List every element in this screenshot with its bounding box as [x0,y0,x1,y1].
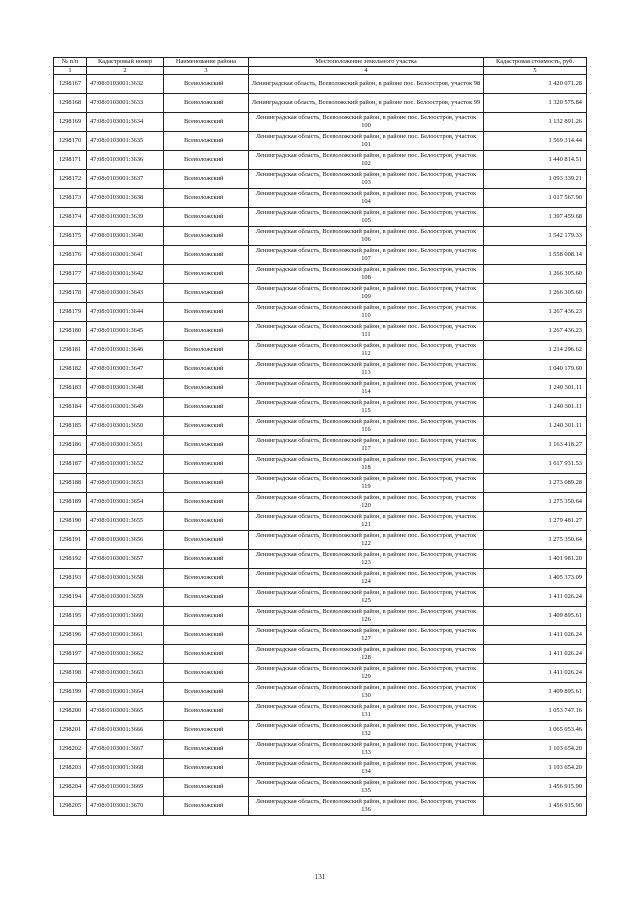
cadastral-number-cell: 47:08:0103001:3636 [87,151,164,170]
table-row [54,322,587,341]
cadastral-value-cell: 1 273 089.28 [484,474,587,493]
cadastral-value-cell: 1 440 814.51 [484,151,587,170]
row-number-cell: 1298189 [54,493,87,512]
table-row [54,588,587,607]
location-cell: Ленинградская область, Всеволожский район, в районе пос. Белоостров, участок 111 [249,322,484,341]
column-header-district: Наименование района [164,58,249,67]
cadastral-number-cell: 47:08:0103001:3657 [87,550,164,569]
cadastral-value-cell: 1 093 339.21 [484,170,587,189]
table-row [54,284,587,303]
row-number-cell: 1298177 [54,265,87,284]
row-number-cell: 1298173 [54,189,87,208]
table-row [54,170,587,189]
cadastral-number-cell: 47:08:0103001:3635 [87,132,164,151]
table-row [54,94,587,113]
table-row [54,683,587,702]
district-cell: Всеволожский [164,778,249,797]
cadastral-value-cell: 1 401 981.20 [484,550,587,569]
row-number-cell: 1298192 [54,550,87,569]
cadastral-number-cell: 47:08:0103001:3647 [87,360,164,379]
table-row [54,151,587,170]
cadastral-number-cell: 47:08:0103001:3659 [87,588,164,607]
table-row [54,702,587,721]
cadastral-number-cell: 47:08:0103001:3645 [87,322,164,341]
cadastral-number-cell: 47:08:0103001:3633 [87,94,164,113]
table-row [54,550,587,569]
table-row [54,797,587,816]
table-body [54,75,587,816]
column-number-row [54,67,587,75]
table-row [54,721,587,740]
location-cell: Ленинградская область, Всеволожский район, в районе пос. Белоостров, участок 98 [249,75,484,94]
cadastral-value-cell: 1 405 373.09 [484,569,587,588]
row-number-cell: 1298181 [54,341,87,360]
table-row [54,436,587,455]
location-cell: Ленинградская область, Всеволожский район, в районе пос. Белоостров, участок 105 [249,208,484,227]
cadastral-value-table [53,57,587,816]
location-cell: Ленинградская область, Всеволожский район, в районе пос. Белоостров, участок 115 [249,398,484,417]
cadastral-value-cell: 1 103 654.20 [484,740,587,759]
table-row [54,759,587,778]
cadastral-value-cell: 1 240 301.11 [484,379,587,398]
district-cell: Всеволожский [164,151,249,170]
cadastral-number-cell: 47:08:0103001:3653 [87,474,164,493]
location-cell: Ленинградская область, Всеволожский район, в районе пос. Белоостров, участок 120 [249,493,484,512]
row-number-cell: 1298194 [54,588,87,607]
cadastral-number-cell: 47:08:0103001:3654 [87,493,164,512]
row-number-cell: 1298185 [54,417,87,436]
cadastral-value-cell: 1 542 179.33 [484,227,587,246]
row-number-cell: 1298183 [54,379,87,398]
cadastral-value-cell: 1 456 915.90 [484,797,587,816]
row-number-cell: 1298197 [54,645,87,664]
cadastral-number-cell: 47:08:0103001:3670 [87,797,164,816]
cadastral-number-cell: 47:08:0103001:3665 [87,702,164,721]
cadastral-number-cell: 47:08:0103001:3642 [87,265,164,284]
location-cell: Ленинградская область, Всеволожский район, в районе пос. Белоостров, участок 126 [249,607,484,626]
cadastral-value-cell: 1 411 026.24 [484,626,587,645]
location-cell: Ленинградская область, Всеволожский район, в районе пос. Белоостров, участок 131 [249,702,484,721]
table-row [54,493,587,512]
table-row [54,246,587,265]
row-number-cell: 1298179 [54,303,87,322]
cadastral-value-cell: 1 240 301.11 [484,417,587,436]
row-number-cell: 1298199 [54,683,87,702]
table-row [54,645,587,664]
cadastral-value-cell: 1 103 654.20 [484,759,587,778]
column-number: 2 [87,67,164,75]
table-row [54,208,587,227]
district-cell: Всеволожский [164,531,249,550]
row-number-cell: 1298187 [54,455,87,474]
row-number-cell: 1298195 [54,607,87,626]
table-row [54,265,587,284]
cadastral-value-cell: 1 409 895.61 [484,683,587,702]
district-cell: Всеволожский [164,113,249,132]
table-row [54,740,587,759]
cadastral-value-cell: 1 558 008.14 [484,246,587,265]
column-header-location: Местоположение земельного участка [249,58,484,67]
row-number-cell: 1298202 [54,740,87,759]
location-cell: Ленинградская область, Всеволожский район, в районе пос. Белоостров, участок 101 [249,132,484,151]
district-cell: Всеволожский [164,512,249,531]
table-row [54,303,587,322]
cadastral-number-cell: 47:08:0103001:3658 [87,569,164,588]
cadastral-value-cell: 1 214 296.62 [484,341,587,360]
cadastral-value-cell: 1 040 179.60 [484,360,587,379]
table-row [54,189,587,208]
table-header-row [54,58,587,67]
row-number-cell: 1298167 [54,75,87,94]
table-row [54,417,587,436]
cadastral-number-cell: 47:08:0103001:3656 [87,531,164,550]
location-cell: Ленинградская область, Всеволожский район, в районе пос. Белоостров, участок 99 [249,94,484,113]
location-cell: Ленинградская область, Всеволожский район, в районе пос. Белоостров, участок 118 [249,455,484,474]
location-cell: Ленинградская область, Всеволожский район, в районе пос. Белоостров, участок 114 [249,379,484,398]
row-number-cell: 1298174 [54,208,87,227]
table-row [54,341,587,360]
column-header-cadastral-value: Кадастровая стоимость, руб. [484,58,587,67]
table-row [54,113,587,132]
cadastral-number-cell: 47:08:0103001:3666 [87,721,164,740]
district-cell: Всеволожский [164,208,249,227]
table-row [54,512,587,531]
table-row [54,398,587,417]
cadastral-number-cell: 47:08:0103001:3650 [87,417,164,436]
cadastral-value-cell: 1 617 931.53 [484,455,587,474]
location-cell: Ленинградская область, Всеволожский район, в районе пос. Белоостров, участок 103 [249,170,484,189]
location-cell: Ленинградская область, Всеволожский район, в районе пос. Белоостров, участок 100 [249,113,484,132]
cadastral-number-cell: 47:08:0103001:3643 [87,284,164,303]
district-cell: Всеволожский [164,341,249,360]
district-cell: Всеволожский [164,493,249,512]
district-cell: Всеволожский [164,607,249,626]
district-cell: Всеволожский [164,721,249,740]
location-cell: Ленинградская область, Всеволожский район, в районе пос. Белоостров, участок 116 [249,417,484,436]
district-cell: Всеволожский [164,797,249,816]
cadastral-number-cell: 47:08:0103001:3655 [87,512,164,531]
cadastral-value-cell: 1 267 436.23 [484,322,587,341]
location-cell: Ленинградская область, Всеволожский район, в районе пос. Белоостров, участок 104 [249,189,484,208]
location-cell: Ленинградская область, Всеволожский район, в районе пос. Белоостров, участок 136 [249,797,484,816]
location-cell: Ленинградская область, Всеволожский район, в районе пос. Белоостров, участок 112 [249,341,484,360]
district-cell: Всеволожский [164,759,249,778]
cadastral-number-cell: 47:08:0103001:3640 [87,227,164,246]
column-number: 4 [249,67,484,75]
cadastral-number-cell: 47:08:0103001:3651 [87,436,164,455]
table-row [54,626,587,645]
district-cell: Всеволожский [164,474,249,493]
location-cell: Ленинградская область, Всеволожский район, в районе пос. Белоостров, участок 102 [249,151,484,170]
district-cell: Всеволожский [164,645,249,664]
row-number-cell: 1298168 [54,94,87,113]
cadastral-value-cell: 1 279 481.27 [484,512,587,531]
row-number-cell: 1298190 [54,512,87,531]
row-number-cell: 1298191 [54,531,87,550]
district-cell: Всеволожский [164,246,249,265]
row-number-cell: 1298200 [54,702,87,721]
district-cell: Всеволожский [164,569,249,588]
cadastral-value-cell: 1 240 301.11 [484,398,587,417]
cadastral-number-cell: 47:08:0103001:3667 [87,740,164,759]
column-number: 5 [484,67,587,75]
location-cell: Ленинградская область, Всеволожский район, в районе пос. Белоостров, участок 108 [249,265,484,284]
location-cell: Ленинградская область, Всеволожский район, в районе пос. Белоостров, участок 133 [249,740,484,759]
cadastral-number-cell: 47:08:0103001:3638 [87,189,164,208]
row-number-cell: 1298184 [54,398,87,417]
row-number-cell: 1298204 [54,778,87,797]
row-number-cell: 1298178 [54,284,87,303]
cadastral-value-cell: 1 409 895.61 [484,607,587,626]
cadastral-value-cell: 1 017 567.90 [484,189,587,208]
location-cell: Ленинградская область, Всеволожский район, в районе пос. Белоостров, участок 113 [249,360,484,379]
location-cell: Ленинградская область, Всеволожский район, в районе пос. Белоостров, участок 130 [249,683,484,702]
row-number-cell: 1298198 [54,664,87,683]
cadastral-number-cell: 47:08:0103001:3644 [87,303,164,322]
row-number-cell: 1298175 [54,227,87,246]
district-cell: Всеволожский [164,227,249,246]
cadastral-number-cell: 47:08:0103001:3652 [87,455,164,474]
district-cell: Всеволожский [164,360,249,379]
cadastral-value-cell: 1 266 305.60 [484,265,587,284]
cadastral-number-cell: 47:08:0103001:3669 [87,778,164,797]
location-cell: Ленинградская область, Всеволожский район, в районе пос. Белоостров, участок 122 [249,531,484,550]
location-cell: Ленинградская область, Всеволожский район, в районе пос. Белоостров, участок 134 [249,759,484,778]
district-cell: Всеволожский [164,75,249,94]
district-cell: Всеволожский [164,303,249,322]
page-number: 131 [314,873,326,881]
row-number-cell: 1298170 [54,132,87,151]
cadastral-number-cell: 47:08:0103001:3634 [87,113,164,132]
table-row [54,664,587,683]
table-row [54,607,587,626]
row-number-cell: 1298182 [54,360,87,379]
district-cell: Всеволожский [164,94,249,113]
row-number-cell: 1298171 [54,151,87,170]
district-cell: Всеволожский [164,417,249,436]
table-row [54,379,587,398]
location-cell: Ленинградская область, Всеволожский район, в районе пос. Белоостров, участок 132 [249,721,484,740]
cadastral-number-cell: 47:08:0103001:3661 [87,626,164,645]
location-cell: Ленинградская область, Всеволожский район, в районе пос. Белоостров, участок 127 [249,626,484,645]
cadastral-value-cell: 1 411 026.24 [484,645,587,664]
district-cell: Всеволожский [164,322,249,341]
district-cell: Всеволожский [164,626,249,645]
district-cell: Всеволожский [164,436,249,455]
district-cell: Всеволожский [164,588,249,607]
row-number-cell: 1298169 [54,113,87,132]
row-number-cell: 1298186 [54,436,87,455]
location-cell: Ленинградская область, Всеволожский район, в районе пос. Белоостров, участок 109 [249,284,484,303]
row-number-cell: 1298193 [54,569,87,588]
location-cell: Ленинградская область, Всеволожский район, в районе пос. Белоостров, участок 119 [249,474,484,493]
row-number-cell: 1298176 [54,246,87,265]
cadastral-number-cell: 47:08:0103001:3632 [87,75,164,94]
column-header-number: № п/п [54,58,87,67]
cadastral-number-cell: 47:08:0103001:3664 [87,683,164,702]
district-cell: Всеволожский [164,379,249,398]
row-number-cell: 1298180 [54,322,87,341]
cadastral-number-cell: 47:08:0103001:3660 [87,607,164,626]
location-cell: Ленинградская область, Всеволожский район, в районе пос. Белоостров, участок 110 [249,303,484,322]
cadastral-number-cell: 47:08:0103001:3639 [87,208,164,227]
cadastral-value-cell: 1 065 053.46 [484,721,587,740]
cadastral-number-cell: 47:08:0103001:3662 [87,645,164,664]
district-cell: Всеволожский [164,265,249,284]
location-cell: Ленинградская область, Всеволожский район, в районе пос. Белоостров, участок 129 [249,664,484,683]
location-cell: Ленинградская область, Всеволожский район, в районе пос. Белоостров, участок 107 [249,246,484,265]
district-cell: Всеволожский [164,132,249,151]
cadastral-value-cell: 1 411 026.24 [484,664,587,683]
table-row [54,474,587,493]
district-cell: Всеволожский [164,170,249,189]
row-number-cell: 1298205 [54,797,87,816]
table-row [54,75,587,94]
cadastral-value-cell: 1 053 747.16 [484,702,587,721]
table-row [54,778,587,797]
district-cell: Всеволожский [164,550,249,569]
cadastral-number-cell: 47:08:0103001:3663 [87,664,164,683]
cadastral-number-cell: 47:08:0103001:3668 [87,759,164,778]
row-number-cell: 1298203 [54,759,87,778]
cadastral-value-cell: 1 411 026.24 [484,588,587,607]
cadastral-value-cell: 1 275 350.64 [484,531,587,550]
location-cell: Ленинградская область, Всеволожский район, в районе пос. Белоостров, участок 124 [249,569,484,588]
table-row [54,360,587,379]
row-number-cell: 1298201 [54,721,87,740]
cadastral-number-cell: 47:08:0103001:3646 [87,341,164,360]
location-cell: Ленинградская область, Всеволожский район, в районе пос. Белоостров, участок 135 [249,778,484,797]
district-cell: Всеволожский [164,664,249,683]
cadastral-value-cell: 1 267 436.23 [484,303,587,322]
column-number: 3 [164,67,249,75]
location-cell: Ленинградская область, Всеволожский район, в районе пос. Белоостров, участок 106 [249,227,484,246]
location-cell: Ленинградская область, Всеволожский район, в районе пос. Белоостров, участок 117 [249,436,484,455]
cadastral-value-cell: 1 163 418.27 [484,436,587,455]
cadastral-value-cell: 1 569 314.44 [484,132,587,151]
cadastral-value-cell: 1 275 350.64 [484,493,587,512]
column-number: 1 [54,67,87,75]
table-row [54,227,587,246]
cadastral-value-cell: 1 456 915.90 [484,778,587,797]
table-row [54,569,587,588]
location-cell: Ленинградская область, Всеволожский район, в районе пос. Белоостров, участок 121 [249,512,484,531]
district-cell: Всеволожский [164,284,249,303]
location-cell: Ленинградская область, Всеволожский район, в районе пос. Белоостров, участок 125 [249,588,484,607]
row-number-cell: 1298188 [54,474,87,493]
cadastral-value-cell: 1 397 459.68 [484,208,587,227]
table-row [54,455,587,474]
cadastral-value-cell: 1 266 305.60 [484,284,587,303]
cadastral-number-cell: 47:08:0103001:3641 [87,246,164,265]
document-page [53,57,586,816]
district-cell: Всеволожский [164,189,249,208]
row-number-cell: 1298196 [54,626,87,645]
cadastral-number-cell: 47:08:0103001:3637 [87,170,164,189]
location-cell: Ленинградская область, Всеволожский район, в районе пос. Белоостров, участок 128 [249,645,484,664]
district-cell: Всеволожский [164,740,249,759]
cadastral-value-cell: 1 132 891.26 [484,113,587,132]
location-cell: Ленинградская область, Всеволожский район, в районе пос. Белоостров, участок 123 [249,550,484,569]
cadastral-number-cell: 47:08:0103001:3649 [87,398,164,417]
district-cell: Всеволожский [164,455,249,474]
column-header-cadastral-number: Кадастровый номер [87,58,164,67]
district-cell: Всеволожский [164,683,249,702]
district-cell: Всеволожский [164,702,249,721]
cadastral-value-cell: 1 320 575.84 [484,94,587,113]
table-row [54,531,587,550]
table-row [54,132,587,151]
cadastral-value-cell: 1 420 071.28 [484,75,587,94]
cadastral-number-cell: 47:08:0103001:3648 [87,379,164,398]
row-number-cell: 1298172 [54,170,87,189]
district-cell: Всеволожский [164,398,249,417]
